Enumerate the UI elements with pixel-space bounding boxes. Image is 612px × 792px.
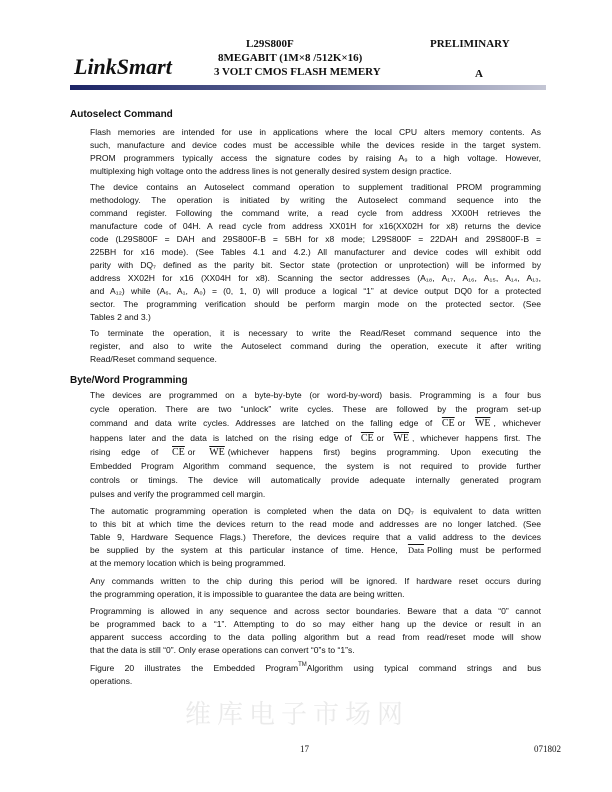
paragraph [90, 181, 541, 324]
signal-name-overbar: $\overline{WE}$ [393, 432, 409, 444]
text-segment: happens later and the data is latched on the rising edge of [90, 432, 352, 443]
signal-name-overbar: $\overline{CE}$ [441, 418, 455, 430]
paragraph [90, 126, 541, 178]
text-segment: or [457, 418, 466, 429]
signal-name-overbar: $\overline{WE}$ [474, 418, 491, 430]
text-segment: be supplied by the system at this particular instance of time. Hence, [90, 545, 398, 555]
text-line: multiplexing high voltage onto the address lines is not generally desired system design practice. [90, 166, 452, 176]
text-line: controls or timings. The device will automatically provide adequate internally generated program [90, 475, 541, 486]
paragraph [90, 327, 541, 366]
signal-name-overbar: $\overline{CE}$ [360, 432, 374, 444]
text-segment: Polling must be performed [426, 545, 541, 555]
signal-name-overbar: $\overline{CE}$ [172, 446, 185, 458]
text-segment: command and data write cycles. Addresses are latched on the falling edge of [90, 418, 433, 429]
text-segment: Algorithm using typical command strings and bus [306, 663, 542, 673]
text-line: cycle operation. There are two “unlock” write cycles. These are followed by the program set-up [90, 404, 541, 415]
text-line: 225BH for x16 mode). (See Tables 4.1 and 4.2.) All manufacturer and device codes will exhibit odd [90, 247, 541, 257]
paragraph [90, 575, 541, 601]
text-line: address XX02H for x16 (XX04H for x8). Scanning the sector addresses (A₁₈, A₁₇, A₁₆, A₁₅, A₁₄, A₁₃, [90, 273, 541, 283]
paragraph [90, 388, 541, 502]
trademark-mark: TM [298, 662, 307, 668]
text-line: Read/Reset command sequence. [90, 354, 217, 364]
signal-name-overbar: Data [407, 545, 424, 555]
text-line: register, and also to write the Autoselect command during the operation, execute it after writing [90, 341, 541, 351]
document-code: 071802 [534, 744, 561, 754]
text-line: Tables 2 and 3.) [90, 312, 151, 322]
watermark: 维库电子市场网 [185, 700, 410, 730]
text-line: operations. [90, 676, 133, 686]
text-line: The automatic programming operation is completed when the data on DQ₇ is equivalent to data written [90, 506, 541, 516]
paragraph [90, 605, 541, 657]
header-divider [70, 85, 546, 90]
revision: A [475, 68, 483, 80]
text-line: manufacture code of 04H. A read cycle from address XX01H for x16(XX02H for x8) returns the device [90, 221, 541, 231]
description: 3 VOLT CMOS FLASH MEMERY [214, 66, 381, 78]
paragraph [90, 662, 541, 688]
text-segment: or [376, 432, 385, 443]
text-line: be programmed back to a “1”. Attempting to do so may either hang up the device or result in an [90, 619, 541, 629]
text-line: To terminate the operation, it is necessary to write the Read/Reset command sequence into the [90, 328, 541, 338]
text-line: Table 9, Hardware Sequence Flags.) Therefore, the devices require that a valid address to the devices [90, 532, 541, 542]
text-line: The devices are programmed on a byte-by-byte (or word-by-word) basis. Programming is a four bus [90, 390, 541, 400]
text-segment: , whichever [493, 418, 542, 429]
density: 8MEGABIT (1M×8 /512K×16) [218, 52, 363, 64]
text-line: The device contains an Autoselect command operation to supplement traditional PROM programming [90, 182, 541, 192]
text-line: and A₁₂) while (A₆, A₁, A₀) = (0, 1, 0) will produce a logical “1” at device output DQ0 for a protected [90, 286, 541, 296]
text-line: command register. Following the command write, a read cycle from address XX00H retrieves the [90, 208, 541, 218]
text-line [90, 445, 541, 459]
company-logo: LinkSmart [74, 54, 172, 79]
text-line: methodology. The operation is initiated by writing the Autoselect command sequence into the [90, 195, 541, 205]
status-label: PRELIMINARY [430, 38, 510, 50]
page-number: 17 [300, 744, 309, 754]
text-segment: or [187, 446, 196, 457]
text-segment: rising edge of [90, 446, 159, 457]
text-segment: (whichever happens first) begins programming. Upon executing the [227, 446, 541, 457]
text-line: sector. The programming verification should be perform margin mode on the protected sector. (See [90, 299, 541, 309]
text-line: Any commands written to the chip during this period will be ignored. If hardware reset occurs during [90, 576, 541, 586]
text-line: code (L29S800F = DAH and 29S800F-B = 5BH for x8 mode; L29S800F = 22DAH and 29S800F-B = [90, 234, 541, 244]
text-line: at the memory location which is being programmed. [90, 558, 286, 568]
paragraph [90, 505, 541, 570]
text-line [90, 662, 541, 675]
section-heading-autoselect: Autoselect Command [70, 109, 173, 120]
section-heading-byte-word-programming: Byte/Word Programming [70, 375, 188, 386]
text-line [90, 431, 541, 445]
text-line: that the data is still “0”. Only erase operations can convert “0”s to “1”s. [90, 645, 355, 655]
text-line: Flash memories are intended for use in applications where the local CPU alters memory contents. As [90, 127, 541, 137]
text-line: to this bit at which time the devices return to the read mode and addresses are no longer latched. (See [90, 519, 541, 529]
text-line: PROM programmers typically access the signature codes by raising A₉ to a high voltage. However, [90, 153, 541, 163]
text-line: Embedded Program Algorithm command sequence, the system is not required to provide further [90, 461, 541, 472]
text-line: pulses and verify the programmed cell margin. [90, 489, 266, 500]
text-line: such, manufacture and device codes must be accessible while the devices reside in the target system. [90, 140, 541, 150]
text-line: the programming operation, it is impossible to guarantee the data are being written. [90, 589, 405, 599]
text-line [90, 544, 541, 557]
part-number: L29S800F [246, 38, 294, 50]
text-segment: Figure 20 illustrates the Embedded Program [90, 663, 299, 673]
signal-name-overbar: $\overline{WE}$ [209, 446, 225, 458]
text-line [90, 416, 541, 430]
text-line: parity with DQ₇ defined as the parity bit. Sector state (protection or unprotection) will be informed by [90, 260, 541, 270]
text-line: apparent success according to the data polling algorithm but a read from read/reset mode will show [90, 632, 541, 642]
text-line: Programming is allowed in any sequence and across sector boundaries. Beware that a data “0” cannot [90, 606, 541, 616]
text-segment: , whichever happens first. The [411, 432, 542, 443]
